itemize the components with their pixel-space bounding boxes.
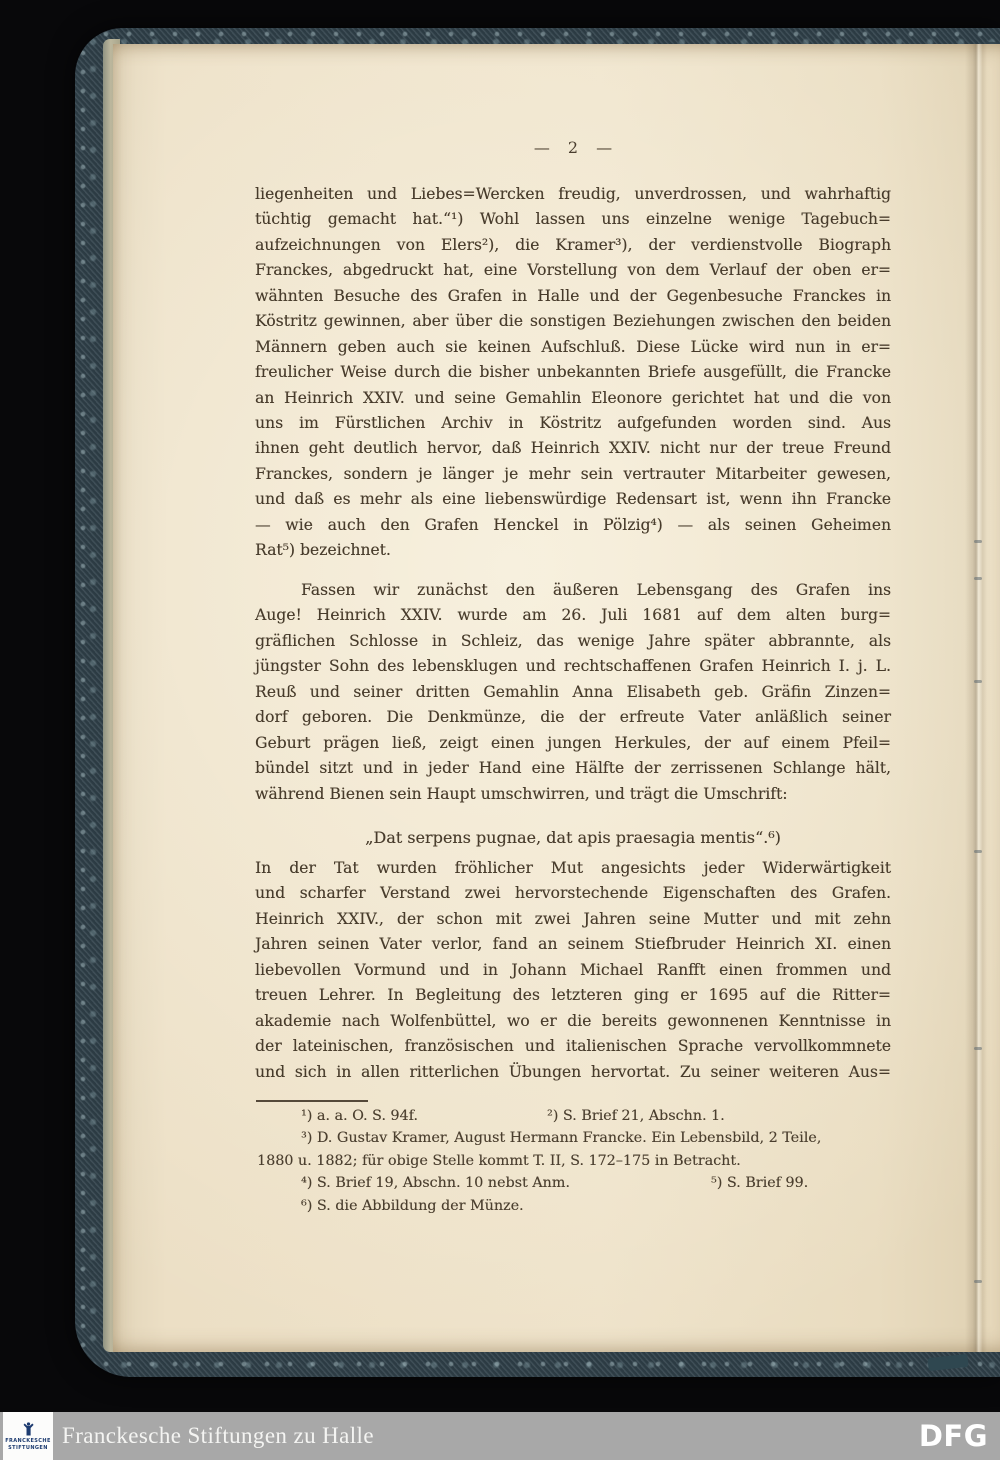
footnote-5: ⁵) S. Brief 99. xyxy=(711,1175,809,1191)
paragraph-2 xyxy=(255,578,891,807)
latin-quote: „Dat serpens pugnae, dat apis praesagia mentis“.⁶) xyxy=(365,828,781,847)
text-line: aufzeichnungen von Elers²), die Kramer³), der verdienstvolle Biograph xyxy=(255,235,891,254)
footnote-4: ⁴) S. Brief 19, Abschn. 10 nebst Anm. xyxy=(301,1175,570,1191)
text-line: Heinrich XXIV., der schon mit zwei Jahren seine Mutter und mit zehn xyxy=(255,909,891,928)
text-line: an Heinrich XXIV. und seine Gemahlin Eleonore gerichtet hat und die von xyxy=(255,388,891,407)
text-line: und daß es mehr als eine liebenswürdige Redensart ist, wenn ihn Francke xyxy=(255,490,891,509)
text-line: Jahren seinen Vater verlor, fand an seinem Stiefbruder Heinrich XI. einen xyxy=(255,935,891,954)
scanned-page xyxy=(113,44,1000,1352)
text-line: Männern geben auch sie keinen Aufschluß. Diese Lücke wird nun in er= xyxy=(255,337,891,356)
stitch-thread xyxy=(974,680,982,683)
text-line: der lateinischen, französischen und italienischen Sprache vervollkommnete xyxy=(255,1037,891,1056)
dash: — xyxy=(596,138,613,157)
text-line: während Bienen sein Haupt umschwirren, und trägt die Umschrift: xyxy=(255,784,788,803)
text-line: treuen Lehrer. In Begleitung des letzteren ging er 1695 auf die Ritter= xyxy=(255,986,891,1005)
text-line: und sich in allen ritterlichen Übungen hervortat. Zu seiner weiteren Aus= xyxy=(255,1062,891,1081)
stitch-thread xyxy=(974,850,982,853)
footnote-row xyxy=(255,1108,891,1130)
paragraph-3 xyxy=(255,856,891,1085)
text-line: tüchtig gemacht hat.“¹) Wohl lassen uns einzelne wenige Tagebuch= xyxy=(255,210,891,229)
dash: — xyxy=(533,138,550,157)
stitch-thread xyxy=(974,1047,982,1050)
text-line: Köstritz gewinnen, aber über die sonstigen Beziehungen zwischen den beiden xyxy=(255,312,891,331)
footnote-row xyxy=(255,1175,891,1197)
text-line: freulicher Weise durch die bisher unbekannten Briefe ausgefüllt, die Francke xyxy=(255,363,891,382)
footnote-1: ¹) a. a. O. S. 94f. xyxy=(301,1108,418,1124)
text-line: Reuß und seiner dritten Gemahlin Anna Elisabeth geb. Gräfin Zinzen= xyxy=(255,682,891,701)
binding-crease xyxy=(965,44,987,1352)
text-line: Franckes, sondern je länger je mehr sein vertrauter Mitarbeiter gewesen, xyxy=(255,464,891,483)
dfg-logo: DFG xyxy=(918,1419,988,1453)
stitch-thread xyxy=(974,540,982,543)
paragraph-1 xyxy=(255,182,891,564)
footnote-3-continued: 1880 u. 1882; für obige Stelle kommt T. II, S. 172–175 in Betracht. xyxy=(257,1153,741,1169)
text-line: liegenheiten und Liebes=Wercken freudig, unverdrossen, und wahrhaftig xyxy=(255,185,891,203)
footer-bar xyxy=(0,1412,1000,1460)
text-line: Auge! Heinrich XXIV. wurde am 26. Juli 1681 auf dem alten burg= xyxy=(255,606,891,625)
text-line: bündel sitzt und in jeder Hand eine Hälfte der zerrissenen Schlange hält, xyxy=(255,759,891,778)
text-line: gräflichen Schlosse in Schleiz, das wenige Jahre später abbrannte, als xyxy=(255,631,891,650)
text-line: liebevollen Vormund und in Johann Michael Ranfft einen frommen und xyxy=(255,960,891,979)
footnote-row xyxy=(255,1153,891,1175)
stitch-thread xyxy=(974,577,982,580)
franckesche-stiftungen-icon xyxy=(20,1421,37,1438)
text-line: ihnen geht deutlich hervor, daß Heinrich XXIV. nicht nur der treue Freund xyxy=(255,439,891,458)
institution-logo-text-2: STIFTUNGEN xyxy=(8,1444,48,1451)
footnote-row xyxy=(255,1198,891,1220)
page-number-value: 2 xyxy=(567,138,579,157)
footnote-separator xyxy=(256,1100,368,1102)
text-line: dorf geboren. Die Denkmünze, die der erfreute Vater anläßlich seiner xyxy=(255,708,891,727)
text-line: Fassen wir zunächst den äußeren Lebensgang des Grafen ins xyxy=(301,581,891,599)
footnote-2: ²) S. Brief 21, Abschn. 1. xyxy=(547,1108,725,1124)
footnote-row xyxy=(255,1130,891,1152)
text-line: — wie auch den Grafen Henckel in Pölzig⁴) — als seinen Geheimen xyxy=(255,515,891,534)
text-line: akademie nach Wolfenbüttel, wo er die bereits gewonnenen Kenntnisse in xyxy=(255,1011,891,1030)
text-line: uns im Fürstlichen Archiv in Köstritz aufgefunden worden sind. Aus xyxy=(255,413,891,432)
text-line: Rat⁵) bezeichnet. xyxy=(255,541,391,560)
stitch-thread xyxy=(974,1280,982,1283)
text-line: und scharfer Verstand zwei hervorstechende Eigenschaften des Grafen. xyxy=(255,884,891,903)
institution-logo-text-1: FRANCKESCHE xyxy=(5,1437,51,1444)
text-line: jüngster Sohn des lebensklugen und rechtschaffenen Grafen Heinrich I. j. L. xyxy=(255,657,891,676)
text-line: In der Tat wurden fröhlicher Mut angesichts jeder Widerwärtigkeit xyxy=(255,859,891,877)
page-number xyxy=(255,138,891,157)
institution-logo xyxy=(3,1412,53,1460)
footnote-6: ⁶) S. die Abbildung der Münze. xyxy=(301,1198,524,1214)
text-line: Franckes, abgedruckt hat, eine Vorstellung von dem Verlauf der oben er= xyxy=(255,261,891,280)
text-line: Geburt prägen ließ, zeigt einen jungen Herkules, der auf einem Pfeil= xyxy=(255,733,891,752)
text-line: wähnten Besuche des Grafen in Halle und der Gegenbesuche Franckes in xyxy=(255,286,891,305)
institution-name: Franckesche Stiftungen zu Halle xyxy=(62,1423,374,1448)
footnote-3: ³) D. Gustav Kramer, August Hermann Francke. Ein Lebensbild, 2 Teile, xyxy=(301,1130,822,1146)
